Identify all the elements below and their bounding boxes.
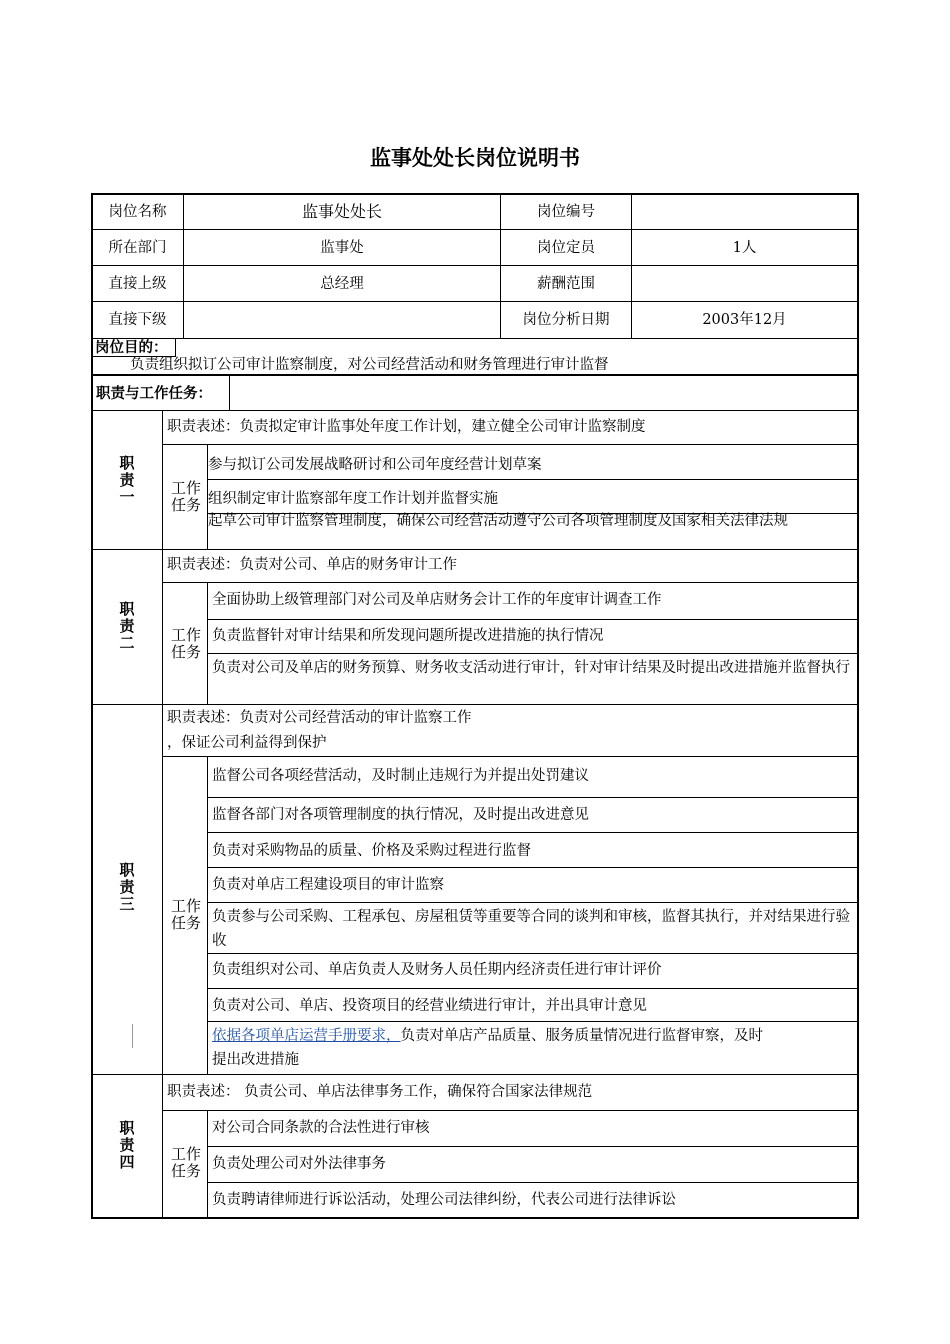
duty-4-label: 职责四	[119, 1119, 135, 1171]
duty-3-task-8-line2: 提出改进措施	[212, 1052, 299, 1068]
duty-4-task-3: 负责聘请律师进行诉讼活动，处理公司法律纠纷，代表公司进行法律诉讼	[212, 1192, 676, 1208]
duty-3-task-2: 监督各部门对各项管理制度的执行情况，及时提出改进意见	[212, 807, 589, 823]
subordinate-label: 直接下级	[108, 312, 167, 328]
duty-4-task-1: 对公司合同条款的合法性进行审核	[212, 1120, 430, 1136]
page-title: 监事处处长岗位说明书	[370, 146, 580, 170]
duty-2-desc: 职责表述：负责对公司、单店的财务审计工作	[167, 557, 457, 573]
duty-3-task-3: 负责对采购物品的质量、价格及采购过程进行监督	[212, 843, 531, 859]
quota-value: 1人	[732, 240, 757, 256]
duty-3-task-6: 负责组织对公司、单店负责人及财务人员任期内经济责任进行审计评价	[212, 962, 662, 978]
duty-3-task-8-link[interactable]: 依据各项单店运营手册要求，	[212, 1028, 401, 1044]
duty-1-desc: 职责表述：负责拟定审计监事处年度工作计划，建立健全公司审计监察制度	[167, 419, 646, 435]
dept-value: 监事处	[320, 240, 364, 256]
duty-2-label: 职责二	[119, 600, 135, 652]
duty-3-label: 职责三	[119, 861, 135, 913]
duties-label: 职责与工作任务：	[96, 386, 212, 402]
name-value: 监事处处长	[301, 202, 382, 221]
duty-3-desc-line2: ，保证公司利益得到保护	[167, 735, 327, 751]
duty-1-task-1: 参与拟订公司发展战略研讨和公司年度经营计划草案	[208, 457, 542, 473]
duty-4-task-group: 工作任务	[170, 1145, 201, 1180]
duty-2-task-1: 全面协助上级管理部门对公司及单店财务会计工作的年度审计调查工作	[212, 592, 662, 608]
duty-3-task-1: 监督公司各项经营活动，及时制止违规行为并提出处罚建议	[212, 768, 589, 784]
duty-4-task-2: 负责处理公司对外法律事务	[212, 1156, 386, 1172]
duty-3-task-group: 工作任务	[170, 897, 201, 932]
duty-2-task-3: 负责对公司及单店的财务预算、财务收支活动进行审计，针对审计结果及时提出改进措施并监督执行	[212, 660, 850, 676]
superior-value: 总经理	[320, 276, 364, 292]
duty-3-task-7: 负责对公司、单店、投资项目的经营业绩进行审计，并出具审计意见	[212, 998, 647, 1014]
duty-1-label: 职责一	[119, 454, 135, 506]
duty-2-task-2: 负责监督针对审计结果和所发现问题所提改进措施的执行情况	[212, 628, 604, 644]
duty-1-task-2: 组织制定审计监察部年度工作计划并监督实施	[208, 491, 498, 507]
duty-3-desc-line1: 职责表述：负责对公司经营活动的审计监察工作	[167, 710, 472, 726]
date-value: 2003年12月	[702, 312, 787, 328]
superior-label: 直接上级	[108, 276, 167, 292]
purpose-text: 负责组织拟订公司审计监察制度，对公司经营活动和财务管理进行审计监督	[130, 357, 609, 373]
code-label: 岗位编号	[537, 204, 595, 220]
duty-3-task-4: 负责对单店工程建设项目的审计监察	[212, 877, 444, 893]
purpose-label: 岗位目的：	[95, 340, 168, 356]
salary-label: 薪酬范围	[537, 276, 595, 292]
duty-3-task-8-line1	[212, 1025, 763, 1047]
date-label: 岗位分析日期	[522, 312, 610, 328]
duty-4-desc: 职责表述： 负责公司、单店法律事务工作，确保符合国家法律规范	[167, 1084, 593, 1100]
duty-2-task-group: 工作任务	[170, 626, 201, 661]
duty-1-task-group: 工作任务	[170, 479, 201, 514]
name-label: 岗位名称	[108, 204, 167, 220]
quota-label: 岗位定员	[537, 240, 595, 256]
duty-3-task-8-rest: 负责对单店产品质量、服务质量情况进行监督审察，及时	[400, 1028, 763, 1044]
duty-3-task-5: 负责参与公司采购、工程承包、房屋租赁等重要等合同的谈判和审核，监督其执行，并对结果进行验收	[212, 909, 850, 949]
duty-1-task-3: 起草公司审计监察管理制度，确保公司经营活动遵守公司各项管理制度及国家相关法律法规	[208, 513, 788, 529]
dept-label: 所在部门	[108, 240, 167, 256]
